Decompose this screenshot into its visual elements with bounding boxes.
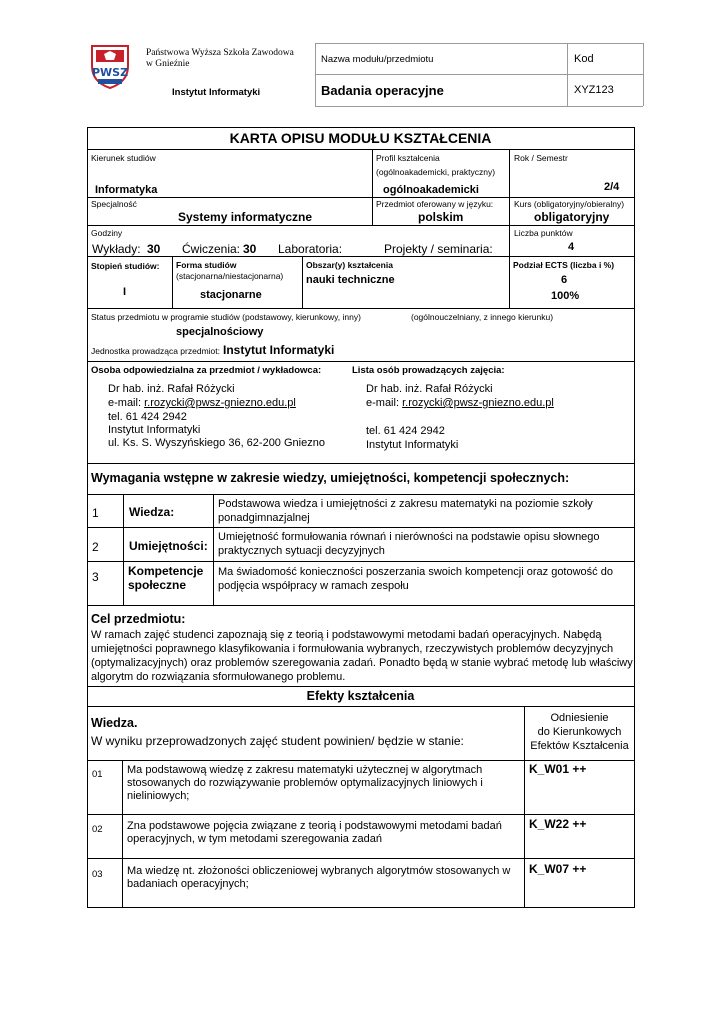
goal-title: Cel przedmiotu: — [91, 612, 186, 626]
responsible-email-link[interactable]: r.rozycki@pwsz-gniezno.edu.pl — [144, 397, 296, 409]
goal-line-4: algorytm do rozwiązania sformułowanego problemu. — [91, 671, 346, 683]
req-name-2: Umiejętności: — [129, 539, 208, 553]
jezyk-label: Przedmiot oferowany w języku: — [376, 199, 494, 209]
req-text-2b: praktycznych sytuacji decyzyjnych — [218, 545, 385, 557]
outcome-ref-3: K_W07 ++ — [529, 862, 587, 876]
lecturer-email-label: e-mail: — [366, 397, 400, 409]
status-sublabel: (ogólnouczelniany, z innego kierunku) — [411, 312, 554, 322]
outcome-text-3a: Ma wiedzę nt. złożoności obliczeniowej wybranych algorytmów stosowanych w — [127, 865, 511, 877]
req-name-3b: społeczne — [128, 578, 187, 592]
outcomes-title: Efekty kształcenia — [306, 689, 415, 703]
lecturer-email-link[interactable]: r.rozycki@pwsz-gniezno.edu.pl — [402, 397, 554, 409]
outcome-num-3: 03 — [92, 869, 103, 880]
rok-value: 2/4 — [604, 181, 620, 193]
lecturer-email-row — [366, 396, 554, 410]
forma-sublabel: (stacjonarna/niestacjonarna) — [176, 271, 284, 281]
responsible-address: ul. Ks. S. Wyszyńskiego 36, 62-200 Gniezno — [108, 437, 325, 449]
module-name: Badania operacyjne — [321, 83, 444, 98]
school-name-line2: w Gnieźnie — [146, 59, 190, 69]
lecturers-header: Lista osób prowadzących zajęcia: — [352, 365, 505, 376]
responsible-name: Dr hab. inż. Rafał Różycki — [108, 383, 235, 395]
req-text-3a: Ma świadomość konieczności poszerzania swoich kompetencji oraz gotowość do — [218, 566, 613, 578]
outcome-text-2b: operacyjnych, w tym metodami szeregowania zadań — [127, 833, 382, 845]
outcome-text-1a: Ma podstawową wiedzę z zakresu matematyki użytecznej w algorytmach — [127, 764, 483, 776]
stopien-label: Stopień studiów: — [91, 261, 160, 271]
jednostka-value: Instytut Informatyki — [223, 343, 335, 357]
school-name-line1: Państwowa Wyższa Szkoła Zawodowa — [146, 48, 294, 58]
responsible-email-label: e-mail: — [108, 397, 142, 409]
goal-line-3: (optymalizacyjnych) oraz problemów szeregowania zadań. Ponadto będą w stanie wybrać metodę lub właściwy — [91, 657, 633, 669]
req-name-3a: Kompetencje — [128, 564, 204, 578]
jezyk-value: polskim — [418, 210, 464, 224]
jednostka-label: Jednostka prowadząca przedmiot: — [91, 346, 220, 356]
outcome-text-3b: badaniach operacyjnych; — [127, 878, 249, 890]
profil-value: ogólnoakademicki — [383, 184, 479, 196]
outcome-text-2a: Zna podstawowe pojęcia związane z teorią i podstawowymi metodami badań — [127, 820, 502, 832]
godziny-label: Godziny — [91, 228, 123, 238]
punkty-value: 4 — [568, 241, 575, 253]
cwiczenia-label: Ćwiczenia: — [182, 242, 241, 256]
req-name-1: Wiedza: — [129, 505, 175, 519]
req-text-1a: Podstawowa wiedza i umiejętności z zakresu matematyki na poziomie szkoły — [218, 498, 593, 510]
specjalnosc-label: Specjalność — [91, 199, 137, 209]
req-num-1: 1 — [92, 506, 99, 520]
card-title: KARTA OPISU MODUŁU KSZTAŁCENIA — [229, 130, 492, 146]
req-text-1b: ponadgimnazjalnej — [218, 512, 310, 524]
wiedza-subtitle: W wyniku przeprowadzonych zajęć student powinien/ będzie w stanie: — [91, 734, 464, 748]
forma-label: Forma studiów — [176, 260, 237, 270]
outcome-num-1: 01 — [92, 769, 103, 780]
ects-value: 6 — [561, 274, 568, 286]
wiedza-title: Wiedza. — [91, 716, 138, 730]
goal-line-2: umiejętności poprawnego klasyfikowania i formułowania wybranych, rzeczywistych problemów decyzyjnych — [91, 643, 614, 655]
specjalnosc-value: Systemy informatyczne — [178, 210, 313, 224]
rok-label: Rok / Semestr — [514, 153, 568, 163]
profil-sublabel: (ogólnoakademicki, praktyczny) — [376, 167, 496, 177]
profil-label: Profil kształcenia — [376, 153, 440, 163]
goal-line-1: W ramach zajęć studenci zapoznają się z teorią i podstawowymi metodami badań operacyjnych. Nabędą — [91, 629, 602, 641]
outcome-text-1b: stosowanych do rozwiązywanie problemów optymalizacyjnych liniowych i — [127, 777, 483, 789]
stopien-value: I — [123, 286, 127, 298]
forma-value: stacjonarne — [200, 289, 262, 301]
ref-header-3: Efektów Kształcenia — [530, 740, 629, 752]
req-num-3: 3 — [92, 570, 99, 584]
status-value: specjalnościowy — [176, 326, 264, 338]
responsible-tel: tel. 61 424 2942 — [108, 411, 187, 423]
wyklady-value: 30 — [147, 242, 161, 256]
module-code: XYZ123 — [574, 84, 614, 96]
lecturer-name: Dr hab. inż. Rafał Różycki — [366, 383, 493, 395]
ects-percent: 100% — [551, 290, 580, 302]
req-text-3b: podjęcia współpracy w ramach zespołu — [218, 580, 409, 592]
requirements-title: Wymagania wstępne w zakresie wiedzy, umiejętności, kompetencji społecznych: — [91, 471, 570, 485]
outcome-ref-1: K_W01 ++ — [529, 762, 587, 776]
req-text-2a: Umiejętność formułowania równań i nierówności na podstawie opisu słownego — [218, 531, 600, 543]
kurs-value: obligatoryjny — [534, 210, 610, 224]
svg-text:PWSZ: PWSZ — [91, 66, 129, 79]
kurs-label: Kurs (obligatoryjny/obieralny) — [514, 199, 625, 209]
punkty-label: Liczba punktów — [514, 228, 573, 238]
status-label: Status przedmiotu w programie studiów (podstawowy, kierunkowy, inny) — [91, 312, 361, 322]
cwiczenia-value: 30 — [243, 242, 257, 256]
kierunek-label: Kierunek studiów — [91, 153, 156, 163]
responsible-email-row — [108, 396, 296, 410]
lecturer-institute: Instytut Informatyki — [366, 439, 459, 451]
laboratoria-label: Laboratoria: — [278, 242, 343, 256]
code-label: Kod — [574, 53, 594, 65]
projekty-label: Projekty / seminaria: — [384, 242, 493, 256]
module-name-label: Nazwa modułu/przedmiotu — [321, 54, 434, 65]
obszar-label: Obszar(y) kształcenia — [306, 260, 393, 270]
outcome-num-2: 02 — [92, 824, 103, 835]
lecturer-tel: tel. 61 424 2942 — [366, 425, 445, 437]
wyklady-label: Wykłady: — [92, 242, 141, 256]
ref-header-2: do Kierunkowych — [537, 726, 622, 738]
responsible-header: Osoba odpowiedzialna za przedmiot / wykładowca: — [91, 365, 322, 376]
kierunek-value: Informatyka — [95, 184, 158, 196]
institute-name: Instytut Informatyki — [172, 87, 261, 98]
outcome-text-1c: nieliniowych; — [127, 790, 190, 802]
ref-header-1: Odniesienie — [550, 712, 609, 724]
outcome-ref-2: K_W22 ++ — [529, 817, 587, 831]
pwsz-logo-icon — [88, 42, 132, 90]
responsible-institute: Instytut Informatyki — [108, 424, 201, 436]
ects-label: Podział ECTS (liczba i %) — [513, 260, 615, 270]
req-num-2: 2 — [92, 540, 99, 554]
obszar-value: nauki techniczne — [306, 274, 395, 286]
